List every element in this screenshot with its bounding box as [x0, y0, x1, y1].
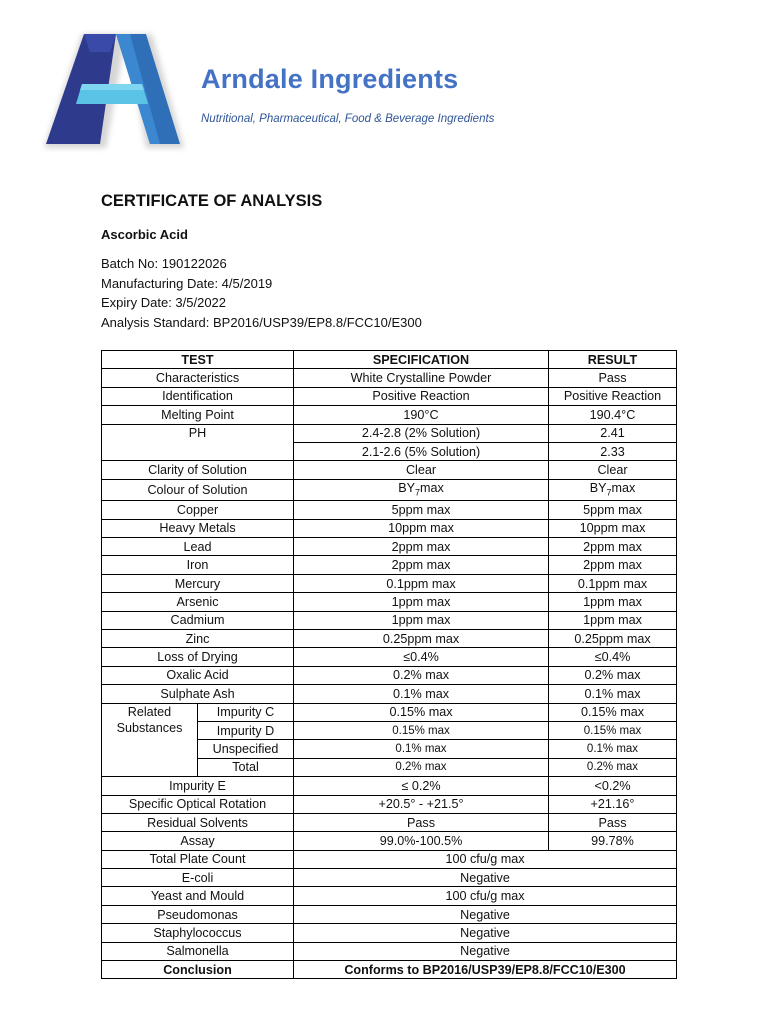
- specification: [294, 479, 549, 501]
- company-name: Arndale Ingredients: [201, 64, 459, 94]
- table-row: [102, 369, 677, 387]
- result: 0.1ppm max: [549, 574, 677, 592]
- table-row: [102, 406, 677, 424]
- result: 1ppm max: [549, 611, 677, 629]
- table-row: [102, 501, 677, 519]
- test-name: Loss of Drying: [102, 648, 294, 666]
- colour-spec-prefix: BY: [398, 480, 415, 495]
- result: Clear: [549, 461, 677, 479]
- test-name: Characteristics: [102, 369, 294, 387]
- table-row: [102, 538, 677, 556]
- specification: 190°C: [294, 406, 549, 424]
- test-name: Zinc: [102, 629, 294, 647]
- test-name: E-coli: [102, 869, 294, 887]
- table-row: [102, 850, 677, 868]
- result: Pass: [549, 813, 677, 831]
- table-row: [102, 869, 677, 887]
- test-name: Clarity of Solution: [102, 461, 294, 479]
- specification: Pass: [294, 813, 549, 831]
- result: Pass: [549, 369, 677, 387]
- table-row: [102, 795, 677, 813]
- test-name: Heavy Metals: [102, 519, 294, 537]
- result: ≤0.4%: [549, 648, 677, 666]
- result: 10ppm max: [549, 519, 677, 537]
- specification-result: Negative: [294, 924, 677, 942]
- test-name: Identification: [102, 387, 294, 405]
- test-name: Staphylococcus: [102, 924, 294, 942]
- specification: 0.2% max: [294, 666, 549, 684]
- result: 0.15% max: [549, 703, 677, 721]
- table-row: [102, 593, 677, 611]
- table-row: [102, 777, 677, 795]
- result: 190.4°C: [549, 406, 677, 424]
- result: [549, 479, 677, 501]
- specification-result: Negative: [294, 869, 677, 887]
- table-row: [102, 479, 677, 501]
- result: 0.1% max: [549, 685, 677, 703]
- table-header-row: [102, 351, 677, 369]
- test-name: Assay: [102, 832, 294, 850]
- result: 99.78%: [549, 832, 677, 850]
- sub-test-name: Unspecified: [198, 740, 294, 758]
- product-name: Ascorbic Acid: [101, 227, 188, 242]
- table-row: [102, 887, 677, 905]
- test-name: Melting Point: [102, 406, 294, 424]
- table-row: [102, 461, 677, 479]
- result: 0.1% max: [549, 740, 677, 758]
- specification: Positive Reaction: [294, 387, 549, 405]
- document-title: CERTIFICATE OF ANALYSIS: [101, 192, 323, 210]
- specification-result: 100 cfu/g max: [294, 850, 677, 868]
- specification-result: 100 cfu/g max: [294, 887, 677, 905]
- analysis-standard: Analysis Standard: BP2016/USP39/EP8.8/FCC10/E300: [101, 314, 422, 330]
- test-name: Oxalic Acid: [102, 666, 294, 684]
- test-name: Colour of Solution: [102, 479, 294, 501]
- result: 0.15% max: [549, 721, 677, 739]
- table-row: [102, 942, 677, 960]
- header-test: TEST: [102, 351, 294, 369]
- table-row: [102, 611, 677, 629]
- specification: ≤0.4%: [294, 648, 549, 666]
- test-name: Arsenic: [102, 593, 294, 611]
- specification: 99.0%-100.5%: [294, 832, 549, 850]
- specification: 2ppm max: [294, 538, 549, 556]
- specification: Clear: [294, 461, 549, 479]
- company-logo: [34, 26, 192, 156]
- specification: White Crystalline Powder: [294, 369, 549, 387]
- colour-spec-suffix: max: [420, 480, 444, 495]
- test-name: Yeast and Mould: [102, 887, 294, 905]
- table-row: [102, 905, 677, 923]
- specification: +20.5° - +21.5°: [294, 795, 549, 813]
- result: 2ppm max: [549, 556, 677, 574]
- table-row: [102, 424, 677, 442]
- colour-result-prefix: BY: [589, 480, 607, 495]
- result: Positive Reaction: [549, 387, 677, 405]
- table-row: [102, 832, 677, 850]
- result: 0.25ppm max: [549, 629, 677, 647]
- test-name: Lead: [102, 538, 294, 556]
- result: 0.2% max: [549, 758, 677, 776]
- table-row: [102, 813, 677, 831]
- sub-test-name: Total: [198, 758, 294, 776]
- specification: 0.1ppm max: [294, 574, 549, 592]
- specification: 0.25ppm max: [294, 629, 549, 647]
- test-name: Sulphate Ash: [102, 685, 294, 703]
- table-row: [102, 387, 677, 405]
- specification-result: Negative: [294, 905, 677, 923]
- batch-number: Batch No: 190122026: [101, 256, 227, 271]
- conclusion-value: Conforms to BP2016/USP39/EP8.8/FCC10/E300: [294, 961, 677, 979]
- company-tagline: Nutritional, Pharmaceutical, Food & Beverage Ingredients: [201, 113, 495, 125]
- colour-result-suffix: max: [611, 480, 636, 495]
- result: +21.16°: [549, 795, 677, 813]
- colour-result-subscript: 7: [606, 487, 612, 498]
- test-name: Cadmium: [102, 611, 294, 629]
- table-row: [102, 556, 677, 574]
- specification: 2ppm max: [294, 556, 549, 574]
- related-substances-label: [102, 703, 198, 777]
- table-row: [102, 574, 677, 592]
- test-name: Mercury: [102, 574, 294, 592]
- result: 2ppm max: [549, 538, 677, 556]
- specification: 10ppm max: [294, 519, 549, 537]
- result: 2.33: [549, 442, 677, 460]
- conclusion-label: Conclusion: [102, 961, 294, 979]
- sub-test-name: Impurity D: [198, 721, 294, 739]
- test-name: Specific Optical Rotation: [102, 795, 294, 813]
- related-substances-line2: Substances: [116, 720, 183, 735]
- specification: 0.2% max: [294, 758, 549, 776]
- specification: 0.15% max: [294, 721, 549, 739]
- test-name: Impurity E: [102, 777, 294, 795]
- specification-result: Negative: [294, 942, 677, 960]
- result: 2.41: [549, 424, 677, 442]
- test-name: Copper: [102, 501, 294, 519]
- specification: 5ppm max: [294, 501, 549, 519]
- header-result: RESULT: [549, 351, 677, 369]
- related-substances-line1: Related: [127, 704, 172, 719]
- analysis-table: [101, 350, 677, 979]
- test-name: PH: [102, 424, 294, 461]
- test-name: Salmonella: [102, 942, 294, 960]
- table-row: [102, 519, 677, 537]
- result: <0.2%: [549, 777, 677, 795]
- result: 0.2% max: [549, 666, 677, 684]
- result: 5ppm max: [549, 501, 677, 519]
- header-specification: SPECIFICATION: [294, 351, 549, 369]
- batch-details: [101, 254, 422, 332]
- table-row: [102, 703, 677, 721]
- expiry-date: Expiry Date: 3/5/2022: [101, 295, 227, 310]
- table-row: [102, 648, 677, 666]
- specification: 2.1-2.6 (5% Solution): [294, 442, 549, 460]
- result: 1ppm max: [549, 593, 677, 611]
- conclusion-row: [102, 961, 677, 979]
- specification: 2.4-2.8 (2% Solution): [294, 424, 549, 442]
- manufacturing-date: Manufacturing Date: 4/5/2019: [101, 275, 273, 291]
- test-name: Total Plate Count: [102, 850, 294, 868]
- specification: 1ppm max: [294, 593, 549, 611]
- table-row: [102, 685, 677, 703]
- specification: ≤ 0.2%: [294, 777, 549, 795]
- test-name: Pseudomonas: [102, 905, 294, 923]
- test-name: Residual Solvents: [102, 813, 294, 831]
- table-row: [102, 629, 677, 647]
- table-row: [102, 666, 677, 684]
- specification: 0.15% max: [294, 703, 549, 721]
- test-name: Iron: [102, 556, 294, 574]
- specification: 1ppm max: [294, 611, 549, 629]
- specification: 0.1% max: [294, 740, 549, 758]
- sub-test-name: Impurity C: [198, 703, 294, 721]
- table-row: [102, 924, 677, 942]
- colour-spec-subscript: 7: [415, 487, 421, 498]
- specification: 0.1% max: [294, 685, 549, 703]
